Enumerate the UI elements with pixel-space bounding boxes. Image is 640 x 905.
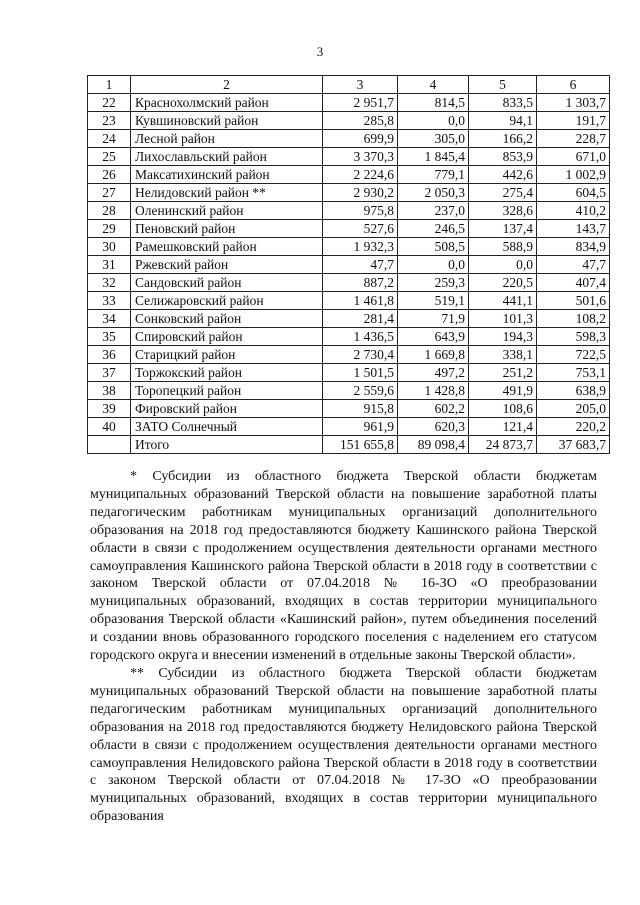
value-col-6: 205,0 [537, 400, 610, 418]
column-header: 5 [469, 76, 537, 94]
value-col-5: 275,4 [469, 184, 537, 202]
value-col-6: 108,2 [537, 310, 610, 328]
row-number: 33 [88, 292, 131, 310]
value-col-6: 47,7 [537, 256, 610, 274]
value-col-4: 1 669,8 [398, 346, 469, 364]
row-number: 23 [88, 112, 131, 130]
value-col-5: 441,1 [469, 292, 537, 310]
row-number: 40 [88, 418, 131, 436]
value-col-3: 2 224,6 [323, 166, 398, 184]
value-col-6: 1 002,9 [537, 166, 610, 184]
table-row [88, 130, 610, 148]
value-col-5: 137,4 [469, 220, 537, 238]
district-name: Нелидовский район ** [131, 184, 323, 202]
table-row [88, 292, 610, 310]
value-col-4: 519,1 [398, 292, 469, 310]
subsidy-table [87, 75, 610, 454]
district-name: ЗАТО Солнечный [131, 418, 323, 436]
value-col-3: 1 461,8 [323, 292, 398, 310]
value-col-5: 328,6 [469, 202, 537, 220]
value-col-5: 194,3 [469, 328, 537, 346]
value-col-5: 101,3 [469, 310, 537, 328]
row-number: 35 [88, 328, 131, 346]
table-row [88, 364, 610, 382]
table-row [88, 166, 610, 184]
value-col-6: 501,6 [537, 292, 610, 310]
district-name: Спировский район [131, 328, 323, 346]
value-col-3: 527,6 [323, 220, 398, 238]
row-number: 30 [88, 238, 131, 256]
table-row [88, 220, 610, 238]
value-col-4: 1 428,8 [398, 382, 469, 400]
value-col-6: 191,7 [537, 112, 610, 130]
row-number: 28 [88, 202, 131, 220]
footnotes [90, 468, 597, 826]
district-name: Сандовский район [131, 274, 323, 292]
value-col-4: 508,5 [398, 238, 469, 256]
value-col-3: 2 930,2 [323, 184, 398, 202]
column-header: 6 [537, 76, 610, 94]
row-number: 22 [88, 94, 131, 112]
row-number: 34 [88, 310, 131, 328]
value-col-6: 410,2 [537, 202, 610, 220]
value-col-3: 961,9 [323, 418, 398, 436]
district-name: Торжокский район [131, 364, 323, 382]
district-name: Итого [131, 436, 323, 454]
value-col-4: 305,0 [398, 130, 469, 148]
value-col-3: 285,8 [323, 112, 398, 130]
row-number: 31 [88, 256, 131, 274]
district-name: Старицкий район [131, 346, 323, 364]
value-col-4: 779,1 [398, 166, 469, 184]
row-number: 25 [88, 148, 131, 166]
value-col-5: 491,9 [469, 382, 537, 400]
value-col-5: 251,2 [469, 364, 537, 382]
row-number: 26 [88, 166, 131, 184]
value-col-6: 228,7 [537, 130, 610, 148]
value-col-3: 1 436,5 [323, 328, 398, 346]
value-col-6: 834,9 [537, 238, 610, 256]
value-col-5: 24 873,7 [469, 436, 537, 454]
table-row [88, 184, 610, 202]
table-row [88, 112, 610, 130]
value-col-4: 497,2 [398, 364, 469, 382]
value-col-6: 1 303,7 [537, 94, 610, 112]
value-col-3: 47,7 [323, 256, 398, 274]
table-row [88, 310, 610, 328]
value-col-4: 246,5 [398, 220, 469, 238]
footnote-double-asterisk: ** Субсидии из областного бюджета Тверской области бюджетам муниципальных образований Тверской области на повышение заработной платы педагогическим работникам муниципальных организаций дополнительного образования на 2018 год предоставляются бюджету Нелидовского района Тверской области в связи с продолжением осуществления деятельности органами местного самоуправления Нелидовского района Тверской области в 2018 году в соответствии с законом Тверской области от 07.04.2018 № 17-ЗО «О преобразовании муниципальных образований, входящих в состав территории муниципального образования [90, 665, 597, 825]
district-name: Фировский район [131, 400, 323, 418]
column-header: 4 [398, 76, 469, 94]
value-col-5: 338,1 [469, 346, 537, 364]
value-col-3: 1 501,5 [323, 364, 398, 382]
value-col-6: 407,4 [537, 274, 610, 292]
table-row [88, 436, 610, 454]
value-col-3: 2 730,4 [323, 346, 398, 364]
value-col-6: 598,3 [537, 328, 610, 346]
district-name: Лесной район [131, 130, 323, 148]
district-name: Торопецкий район [131, 382, 323, 400]
table-row [88, 238, 610, 256]
table-row [88, 274, 610, 292]
value-col-4: 89 098,4 [398, 436, 469, 454]
value-col-3: 3 370,3 [323, 148, 398, 166]
value-col-3: 151 655,8 [323, 436, 398, 454]
value-col-3: 2 951,7 [323, 94, 398, 112]
value-col-4: 237,0 [398, 202, 469, 220]
value-col-5: 166,2 [469, 130, 537, 148]
value-col-4: 0,0 [398, 112, 469, 130]
value-col-6: 722,5 [537, 346, 610, 364]
value-col-3: 1 932,3 [323, 238, 398, 256]
row-number [88, 436, 131, 454]
district-name: Ржевский район [131, 256, 323, 274]
row-number: 29 [88, 220, 131, 238]
district-name: Максатихинский район [131, 166, 323, 184]
value-col-3: 915,8 [323, 400, 398, 418]
value-col-3: 975,8 [323, 202, 398, 220]
value-col-4: 1 845,4 [398, 148, 469, 166]
column-header: 1 [88, 76, 131, 94]
value-col-5: 0,0 [469, 256, 537, 274]
row-number: 38 [88, 382, 131, 400]
column-header: 3 [323, 76, 398, 94]
value-col-4: 643,9 [398, 328, 469, 346]
table-row [88, 256, 610, 274]
value-col-4: 620,3 [398, 418, 469, 436]
page-number: 3 [316, 44, 324, 59]
table-row [88, 346, 610, 364]
footnote-single-asterisk: * Субсидии из областного бюджета Тверской области бюджетам муниципальных образований Тверской области на повышение заработной платы педагогическим работникам муниципальных организаций дополнительного образования на 2018 год предоставляются бюджету Кашинского района Тверской области в связи с продолжением осуществления деятельности органами местного самоуправления Кашинского района Тверской области в 2018 году в соответствии с законом Тверской области от 07.04.2018 № 16-ЗО «О преобразовании муниципальных образований, входящих в состав территории муниципального образования Тверской области «Кашинский район», путем объединения поселений и создании вновь образованного городского поселения с наделением его статусом городского округа и внесении изменений в отдельные законы Тверской области». [90, 469, 597, 664]
district-name: Селижаровский район [131, 292, 323, 310]
value-col-6: 638,9 [537, 382, 610, 400]
value-col-6: 671,0 [537, 148, 610, 166]
value-col-3: 699,9 [323, 130, 398, 148]
district-name: Кувшиновский район [131, 112, 323, 130]
district-name: Пеновский район [131, 220, 323, 238]
value-col-3: 2 559,6 [323, 382, 398, 400]
value-col-3: 887,2 [323, 274, 398, 292]
value-col-4: 602,2 [398, 400, 469, 418]
district-name: Сонковский район [131, 310, 323, 328]
district-name: Рамешковский район [131, 238, 323, 256]
value-col-5: 108,6 [469, 400, 537, 418]
table-header-row [88, 76, 610, 94]
value-col-6: 143,7 [537, 220, 610, 238]
district-name: Лихославльский район [131, 148, 323, 166]
row-number: 24 [88, 130, 131, 148]
value-col-4: 259,3 [398, 274, 469, 292]
table-row [88, 202, 610, 220]
value-col-4: 814,5 [398, 94, 469, 112]
value-col-4: 0,0 [398, 256, 469, 274]
value-col-5: 121,4 [469, 418, 537, 436]
value-col-6: 220,2 [537, 418, 610, 436]
value-col-5: 442,6 [469, 166, 537, 184]
row-number: 36 [88, 346, 131, 364]
table-row [88, 400, 610, 418]
table-row [88, 382, 610, 400]
value-col-5: 853,9 [469, 148, 537, 166]
value-col-5: 588,9 [469, 238, 537, 256]
column-header: 2 [131, 76, 323, 94]
value-col-5: 220,5 [469, 274, 537, 292]
district-name: Оленинский район [131, 202, 323, 220]
district-name: Краснохолмский район [131, 94, 323, 112]
value-col-4: 71,9 [398, 310, 469, 328]
value-col-5: 94,1 [469, 112, 537, 130]
row-number: 39 [88, 400, 131, 418]
value-col-3: 281,4 [323, 310, 398, 328]
table-row [88, 148, 610, 166]
value-col-5: 833,5 [469, 94, 537, 112]
row-number: 32 [88, 274, 131, 292]
table-row [88, 328, 610, 346]
value-col-4: 2 050,3 [398, 184, 469, 202]
value-col-6: 753,1 [537, 364, 610, 382]
value-col-6: 604,5 [537, 184, 610, 202]
table-row [88, 418, 610, 436]
table-row [88, 94, 610, 112]
value-col-6: 37 683,7 [537, 436, 610, 454]
row-number: 27 [88, 184, 131, 202]
row-number: 37 [88, 364, 131, 382]
